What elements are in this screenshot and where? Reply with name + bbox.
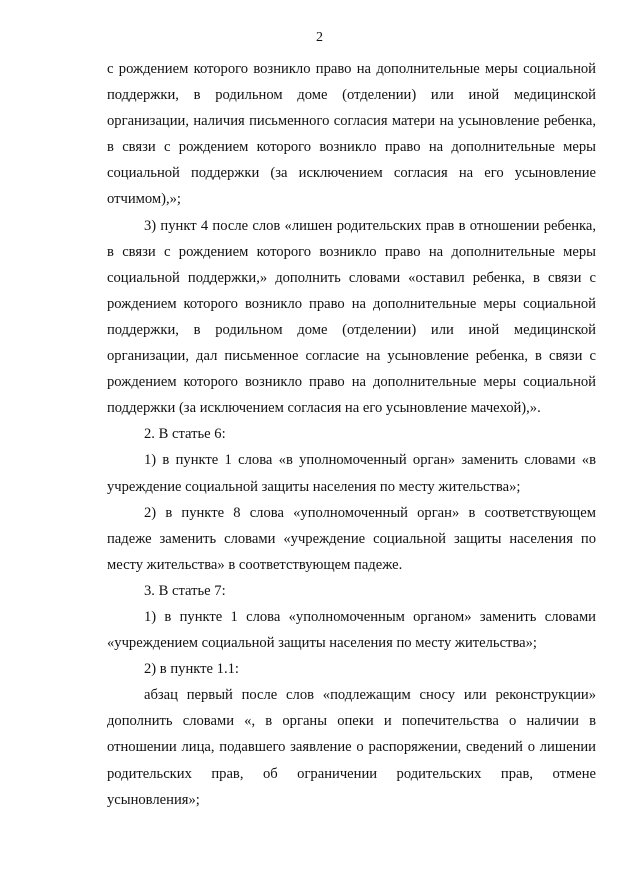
- paragraph-article-7-item-2: 2) в пункте 1.1:: [144, 661, 239, 678]
- paragraph-continuation: с рождением которого возникло право на дополнительные меры социальной поддержки, в родильном доме (отделении) или иной медицинской организации, наличия письменного согласия матери на усыновление ребенка, в связи с рождением которого возникло право на дополнительные меры социальной поддержки (за исключением согласия на его усыновление отчимом),»;: [107, 61, 596, 208]
- paragraph-first-clause: абзац первый после слов «подлежащим сносу или реконструкции» дополнить словами «, в органы опеки и попечительства о наличии в отношении лица, подавшего заявление о распоряжении, сведений о лишении родительских прав, об ограничении родительских прав, отмене усыновления»;: [107, 687, 596, 808]
- paragraph-article-6-item-2: 2) в пункте 8 слова «уполномоченный орган» в соответствующем падеже заменить словами «учреждение социальной защиты населения по месту жительства» в соответствующем падеже.: [107, 504, 596, 573]
- paragraph-item-3: 3) пункт 4 после слов «лишен родительских прав в отношении ребенка, в связи с рождением которого возникло право на дополнительные меры социальной поддержки,» дополнить словами «оставил ребенка, в связи с рождением которого возникло право на дополнительные меры социальной поддержки, в родильном доме (отделении) или иной медицинской организации, дал письменное согласие на усыновление ребенка, в связи с рождением которого возникло право на дополнительные меры социальной поддержки (за исключением согласия на его усыновление мачехой),».: [107, 217, 596, 417]
- paragraph-article-6-item-1: 1) в пункте 1 слова «в уполномоченный орган» заменить словами «в учреждение социальной защиты населения по месту жительства»;: [107, 452, 596, 495]
- page-number: 2: [316, 30, 323, 45]
- document-body: [107, 56, 596, 813]
- paragraph-article-7-heading: 3. В статье 7:: [144, 582, 226, 599]
- paragraph-article-7-item-1: 1) в пункте 1 слова «уполномоченным органом» заменить словами «учреждением социальной защиты населения по месту жительства»;: [107, 608, 596, 652]
- paragraph-article-6-heading: 2. В статье 6:: [144, 426, 226, 443]
